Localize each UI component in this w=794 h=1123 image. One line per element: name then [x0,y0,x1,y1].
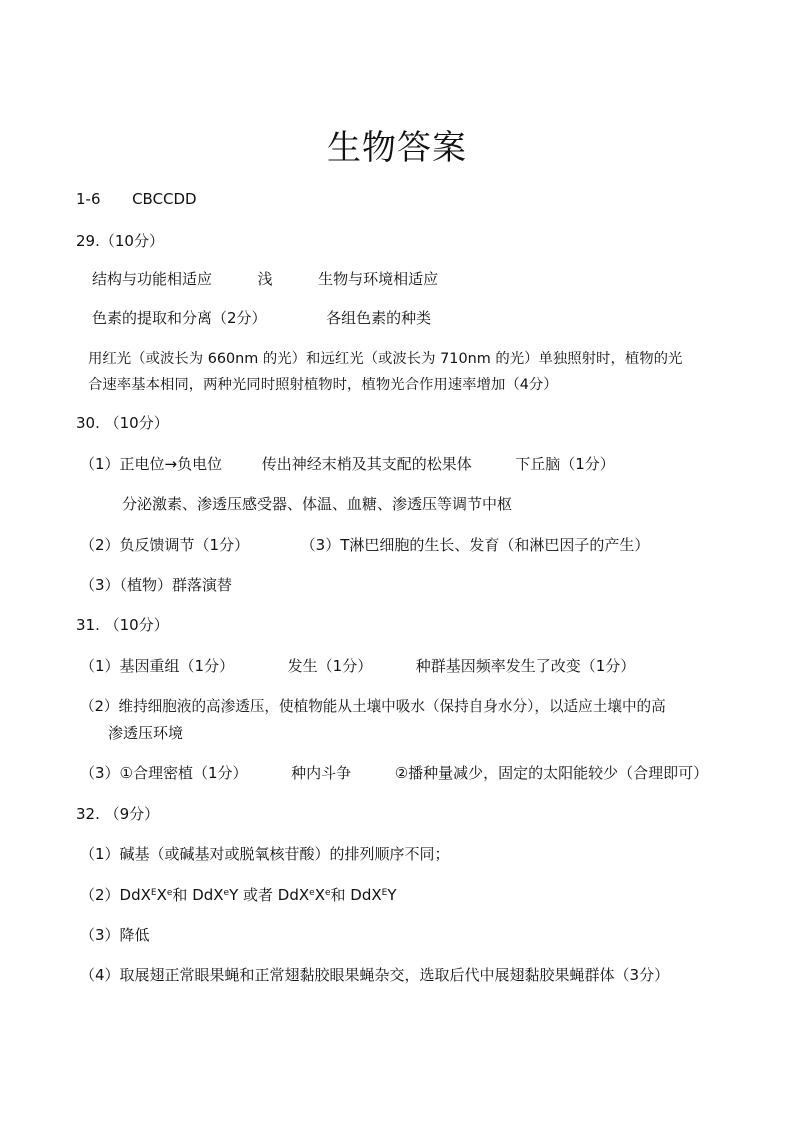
q31-line3 [80,762,708,783]
q32-line3: （3）降低 [80,926,150,944]
page-title: 生物答案 [327,128,467,168]
q29-line2 [92,307,431,328]
q29-line1 [92,268,438,289]
q29-answer-3: 生物与环境相适应 [318,270,439,288]
q30-line2: 分泌激素、渗透压感受器、体温、血糖、渗透压等调节中枢 [122,495,513,513]
q30-answer-4: （2）负反馈调节（1分） [80,536,250,554]
q30-answer-5: （3）T淋巴细胞的生长、发育（和淋巴因子的产生） [300,536,650,554]
q29-answer-4: 色素的提取和分离（2分） [92,309,267,327]
genotype-text: Y [387,886,397,904]
q31-line2b: 渗透压环境 [108,724,184,742]
genotype-sup: e [309,888,315,898]
genotype-sup: E [381,888,388,898]
q30-line1 [80,453,615,474]
q29-header: 29.（10分） [76,232,164,250]
q30-answer-2: 传出神经末梢及其支配的松果体 [261,455,472,473]
q29-answer-5: 各组色素的种类 [326,309,432,327]
q29-answer-1: 结构与功能相适应 [92,270,213,288]
q30-line4: （3）（植物）群落演替 [80,576,233,594]
genotype-text: Y 或者 DdX [229,886,310,904]
q31-header: 31. （10分） [76,616,169,634]
q31-line2a: （2）维持细胞液的高渗透压，使植物能从土壤中吸水（保持自身水分），以适应土壤中的高 [80,698,666,715]
genotype-text: （2）DdX [80,886,151,904]
genotype-text: X [314,886,325,904]
answers-1-6 [76,190,197,208]
q30-answer-3: 下丘脑（1分） [515,455,615,473]
q32-line2 [80,884,397,905]
q31-line1 [80,655,635,676]
q29-line3b: 合速率基本相同，两种光同时照射植物时，植物光合作用速率增加（4分） [88,377,558,393]
answers-range: 1-6 [76,190,101,208]
q30-answer-1: （1）正电位→负电位 [80,455,223,473]
q31-answer-6: ②播种量减少，固定的太阳能较少（合理即可） [394,764,709,782]
q31-answer-1: （1）基因重组（1分） [80,657,235,675]
genotype-sup: e [324,888,331,898]
q30-header: 30. （10分） [76,414,169,432]
q31-answer-3: 种群基因频率发生了改变（1分） [415,657,636,675]
genotype-sup: e [166,888,173,898]
genotype-sup: E [150,888,157,898]
q31-answer-5: 种内斗争 [291,764,352,782]
q31-answer-4: （3）①合理密植（1分） [80,764,248,782]
q32-line1: （1）碱基（或碱基对或脱氧核苷酸）的排列顺序不同； [80,845,450,863]
genotype-text: 和 DdX [330,886,382,904]
genotype-sup: e [223,888,230,898]
q29-line3a: 用红光（或波长为 660nm 的光）和远红光（或波长为 710nm 的光）单独照射时，植物的光 [88,351,683,367]
q29-answer-2: 浅 [257,270,273,288]
q30-line3 [80,534,649,555]
q32-header: 32. （9分） [76,805,160,823]
q32-line4: （4）取展翅正常眼果蝇和正常翅黏胶眼果蝇杂交，选取后代中展翅黏胶果蝇群体（3分） [80,966,670,984]
q31-answer-2: 发生（1分） [287,657,373,675]
answers-value: CBCCDD [132,190,197,208]
genotype-text: X [156,886,167,904]
genotype-text: 和 DdX [172,886,224,904]
